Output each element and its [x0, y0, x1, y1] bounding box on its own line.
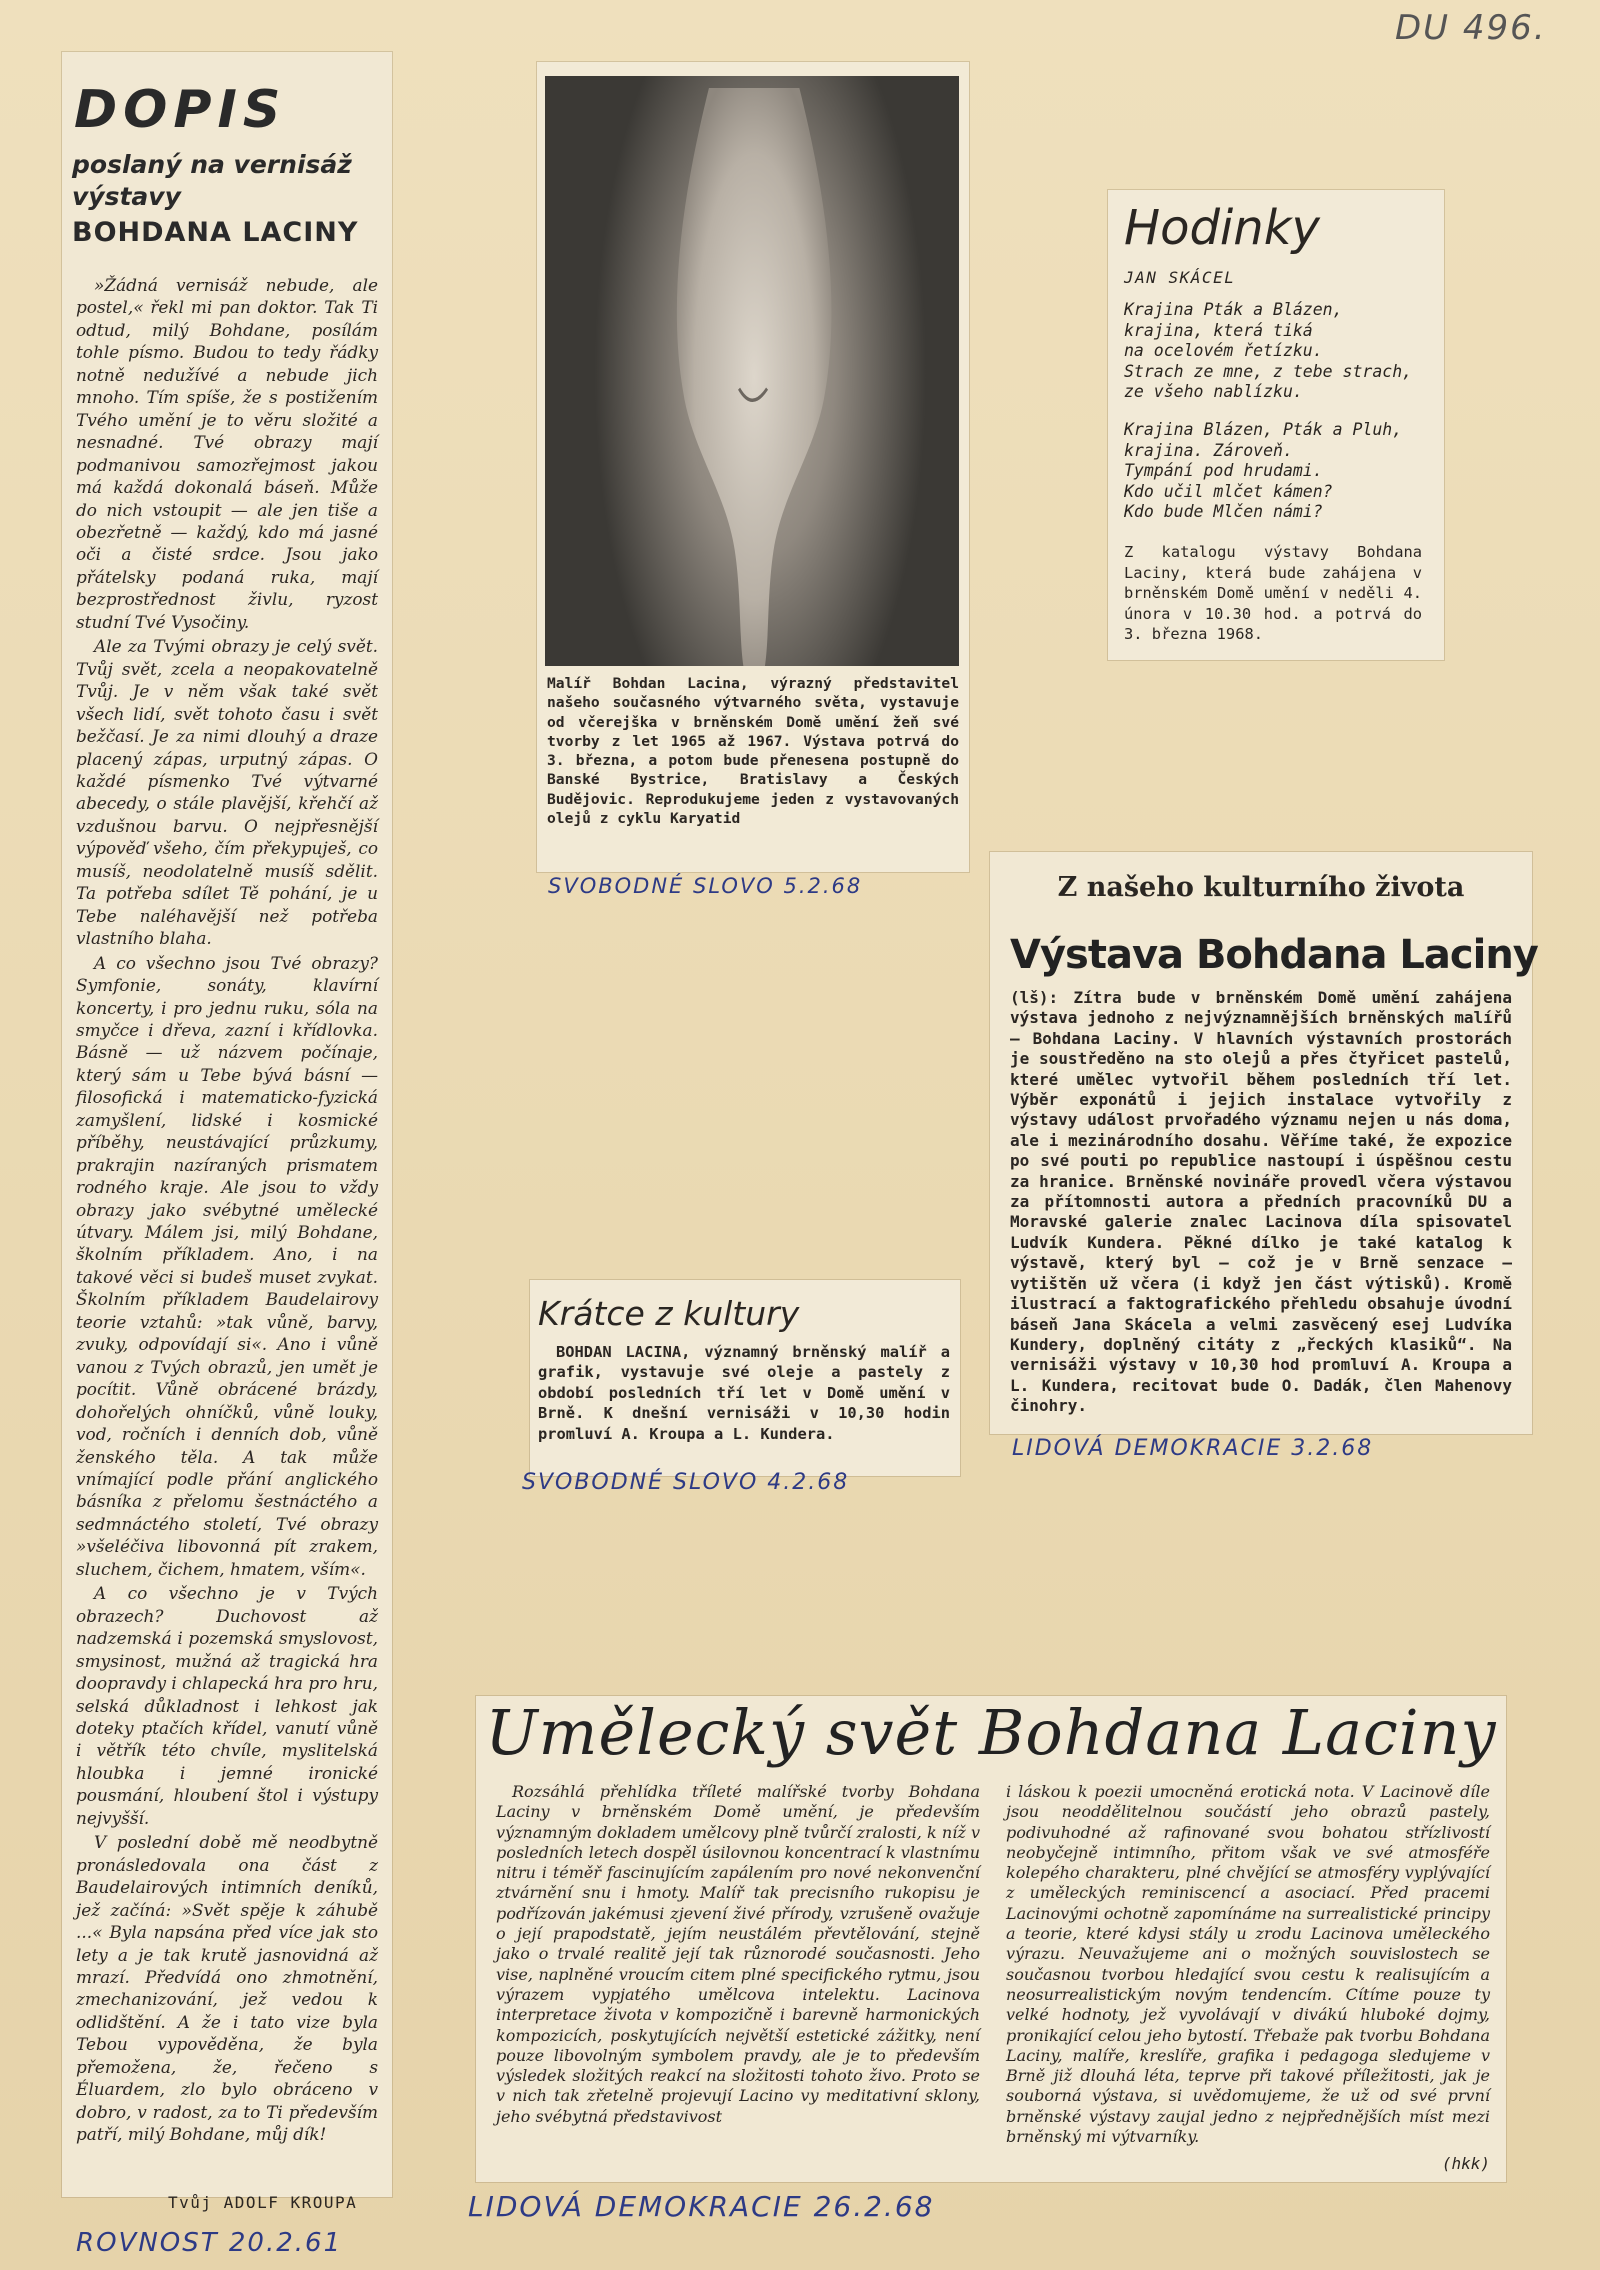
- hodinky-stanza-2: [1124, 420, 1402, 523]
- umelecky-clipping: [476, 1696, 1506, 2182]
- umelecky-author: (hkk): [1441, 2154, 1490, 2173]
- dopis-source-note: ROVNOST 20.2.61: [76, 2228, 343, 2258]
- kultura-text: (lš): Zítra bude v brněnském Domě umění zahájena výstava jednoho z nejvýznamnějších brněnských malířů — Bohdana Laciny. V hlavních výstavních prostorách je soustředěno na sto olejů a přes čtyřicet pastelů, které umělec vytvořil během posledních tří let. Výběr exponátů i jejich instalace vytvořily z výstavy událost prvořadého významu nejen u nás doma, ale i mezinárodního dosahu. Věříme také, že expozice po své pouti po republice nastoupí i úspěšnou cestu za hranice. Brněnské novináře provedl včera výstavou za přítomnosti autora a předních pracovníků DU a Moravské galerie znalec Lacinova díla spisovatel Ludvík Kundera. Pěkné dílko je také katalog k výstavě, který byl — což je v Brně senzace — vytištěn už včera (i když jen část výtisků). Kromě ilustrací a faktografického přehledu obsahuje úvodní báseň Jana Skácela a velmi zasvěcený esej Ludvíka Kundery, doplněný citáty z „řeckých klasiků“. Na vernisáži výstavy v 10,30 hod promluví A. Kroupa a L. Kundera, recitovat bude O. Dadák, člen Mahenovy činohry.: [1010, 988, 1512, 1416]
- dopis-paragraph-2: Ale za Tvými obrazy je celý svět. Tvůj svět, zcela a neopakovatelně Tvůj. Je v něm však také svět všech lidí, svět tohoto času i svět bežčasí. Je za nimi dlouhý a draze placený zápas, urputný zápas. O každé písmenko Tvé výtvarné abecedy, o stále plavější, křehčí až vzdušnou barvu. O nejpřesnější výpověď všeho, čím překypuješ, co musíš, neodolatelně musíš sdělit. Ta potřeba sdílet Tě pohání, je u Tebe naléhavější než potřeba vlastního blaha.: [76, 636, 378, 949]
- kultura-heading: Z našeho kulturního života: [1057, 872, 1465, 903]
- dopis-paragraph-3: A co všechno jsou Tvé obrazy? Symfonie, sonáty, klavírní koncerty, i pro jednu ruku, sóla na smyčce i dřeva, zazní i křídlovka. Básně — už názvem počínaje, který sám u Tebe bývá básní — filosofická i matematicko-fyzická zamyšlení, lidské i kosmické příběhy, neustávající průzkumy, prakrajin nazíraných prismatem rodného kraje. Ale jsou to vždy obrazy jako svébytné umělecké útvary. Málem jsi, milý Bohdane, školním příkladem. Ano, i na takové věci si budeš muset zvykat. Školním příkladem Baudelairovy teorie vztahů: »tak vůně, barvy, zvuky, odpovídají si«. Ano i vůně vanou z Tvých obrazů, jen umět je pocítit. Vůně obrácené brázdy, dohořelých ohníčků, vůně louky, vod, ročních i denních dob, vůně ženského těla. A tak může vnímající podle přání anglického básníka z přelomu šestnáctého a sedmnáctého století, Tvé obrazy »všeléčiva libovonná pít zrakem, sluchem, čichem, hmatem, vším«.: [76, 952, 378, 1579]
- dopis-clipping: [62, 52, 392, 2197]
- hodinky-line: Tympání pod hrudami.: [1124, 461, 1323, 480]
- hodinky-line: krajina. Zároveň.: [1124, 440, 1293, 460]
- hodinky-line: na ocelovém řetízku.: [1124, 341, 1323, 360]
- dopis-subtitle-2: výstavy: [72, 182, 181, 211]
- hodinky-author: JAN SKÁCEL: [1124, 268, 1236, 287]
- kratce-text: BOHDAN LACINA, významný brněnský malíř a grafik, vystavuje své oleje a pastely z období posledních tří let v Domě umění v Brně. K dnešní vernisáži v 10,30 hodin promluví A. Kroupa a L. Kundera.: [538, 1343, 950, 1443]
- dopis-headline: DOPIS: [74, 80, 287, 140]
- dopis-paragraph-5: V poslední době mě neodbytně pronásledovala ona část z Baudelairových intimních deníků, jež začíná: »Svět spěje k záhubě ...« Byla napsána před více jak sto lety a je tak krutě jasnovidná až mrazí. Předvídá ono zhmotnění, zmechanizování, jež vedou k odlidštění. A že i tato vize byla Tebou vypověděna, že byla přemožena, že, řečeno s Éluardem, zlo bylo obráceno v dobro, v radost, za to Ti především patří, milý Bohdane, můj dík!: [76, 1832, 378, 2145]
- hodinky-line: Kdo učil mlčet kámen?: [1124, 481, 1333, 501]
- hodinky-stanza-1: [1124, 300, 1412, 403]
- umelecky-source-note: LIDOVÁ DEMOKRACIE 26.2.68: [468, 2190, 935, 2223]
- hodinky-note: Z katalogu výstavy Bohdana Laciny, která bude zahájena v brněnském Domě umění v neděli 4. února v 10.30 hod. a potrvá do 3. března 1968.: [1124, 543, 1422, 644]
- umelecky-title: Umělecký svět Bohdana Laciny: [485, 1696, 1497, 1769]
- kultura-source-note: LIDOVÁ DEMOKRACIE 3.2.68: [1012, 1436, 1374, 1461]
- dopis-paragraph-4: A co všechno je v Tvých obrazech? Duchovost až nadzemská i pozemská smyslovost, smysinost, mužná až tragická hra doopravdy i chlapecká hra pro hru, selská důkladnost i lehkost jak doteky ptačích křídel, vanutí vůně i větřík této chvíle, myslitelská hloubka i jemné ironické pousmání, hloubení štol i výstupy nejvyšší.: [76, 1583, 378, 1828]
- kultura-title: Výstava Bohdana Laciny: [1010, 932, 1538, 978]
- kratce-clipping: [530, 1280, 960, 1476]
- dopis-subtitle-1: poslaný na vernisáž: [72, 150, 352, 179]
- dopis-body: [76, 274, 378, 2148]
- photo-caption: Malíř Bohdan Lacina, výrazný představitel našeho současného výtvarného světa, vystavuje od včerejška v brněnském Domě umění žeň své tvorby z let 1965 až 1967. Výstava potrvá do 3. března, a potom bude přenesena postupně do Banské Bystrice, Bratislavy a Českých Budějovic. Reprodukujeme jeden z vystavovaných olejů z cyklu Karyatid: [547, 675, 959, 828]
- hodinky-line: ze všeho nablízku.: [1124, 382, 1303, 401]
- kratce-source-note: SVOBODNÉ SLOVO 4.2.68: [522, 1470, 850, 1495]
- hodinky-line: Strach ze mne, z tebe strach,: [1124, 361, 1413, 381]
- kratce-title: Krátce z kultury: [538, 1294, 800, 1333]
- karyatid-photo: [545, 76, 959, 666]
- hodinky-title: Hodinky: [1124, 200, 1320, 256]
- umelecky-col-1: Rozsáhlá přehlídka tříleté malířské tvorby Bohdana Laciny v brněnském Domě umění, je především významným dokladem umělcovy plně tvůrčí zralosti, k níž v posledních letech dospěl úsilovnou koncentrací k vlastnímu nitru i téměř fascinujícím zapálením pro nové nekonvenční ztvárnění snu i hmoty. Malíř tak precisního rukopisu je podřízován jakémusi zjevení živé přírody, vzrušeně ovažuje o její prapodstatě, jejím neustálém převtělování, stejně jako o trvalé realitě její tak různorodé současnosti. Jeho vise, naplněné vroucím citem plné specifického rytmu, jsou výrazem vypjatého umělcova intelektu. Lacinova interpretace života v kompozičně i barevně harmonických kompozicích, poskytujících největší estetické zážitky, není pouze libovolným symbolem pravdy, ale je to především výsledek složitých reakcí na složitosti tohoto živo. Proto se v nich tak zřetelně projevují Lacino vy meditativní sklony, jeho svébytná představivost: [496, 1782, 980, 2126]
- hodinky-line: Kdo bude Mlčen námi?: [1124, 502, 1323, 521]
- photo-clipping: [537, 62, 969, 872]
- hodinky-line: Krajina Pták a Blázen,: [1124, 300, 1343, 319]
- karyatid-figure: [644, 88, 859, 666]
- dopis-signature-visible: Tvůj ADOLF KROUPA: [168, 2193, 358, 2212]
- umelecky-col-2: i láskou k poezii umocněná erotická nota. V Lacinově díle jsou neoddělitelnou součástí jeho obrazů pastely, podivuhodné až rafinované svou bohatou střízlivostí neobyčejně intimního, přitom však ve své atmosféře kolepého charakteru, plné chvějící se atmosféry vyplývající z uměleckých reminiscencí a asociací. Před pracemi Lacinovými ochotně zapomínáme na surrealistické principy a teorie, které kdysi stály u zrodu Lacinova uměleckého výrazu. Neuvažujeme ani o možných souvislostech se současnou tvorbou hledající svou cestu k realisujícím a neosurrealistickým novým tendencím. Cítíme pouze ty velké hodnoty, jež vyvolávají v divákú hluboké dojmy, pronikající celou jeho bytostí. Třebaže pak tvorbu Bohdana Laciny, malíře, kreslíře, grafika i pedagoga sledujeme v Brně již dlouhá léta, teprve při takové příležitosti, jak je souborná výstava, si uvědomujeme, že už od své první brněnské výstavy zaujal jedno z nejpřednějších míst mezi brněnský mi výtvarníky.: [1006, 1782, 1490, 2147]
- archive-mark: DU 496.: [1395, 8, 1547, 48]
- dopis-subtitle-3: BOHDANA LACINY: [72, 217, 359, 248]
- hodinky-clipping: [1108, 190, 1444, 660]
- dopis-paragraph-1: »Žádná vernisáž nebude, ale postel,« řekl mi pan doktor. Tak Ti odtud, milý Bohdane, posílám tohle písmo. Budou to tedy řádky notně nedužívé a nebude jich mnoho. Tím spíše, že s postižením Tvého umění je to věru složité a nesnadné. Tvé obrazy mají podmanivou samozřejmost jakou má každá dokonalá báseň. Může do nich vstoupit — ale jen tiše a obezřetně — každý, kdo má jasné oči a čisté srdce. Jsou jako přátelsky podaná ruka, mají bezprostřednost živlu, ryzost studní Tvé Vysočiny.: [76, 275, 378, 632]
- hodinky-line: krajina, která tiká: [1124, 320, 1313, 340]
- photo-source-note: SVOBODNÉ SLOVO 5.2.68: [548, 874, 863, 898]
- kultura-clipping: [990, 852, 1538, 1434]
- hodinky-line: Krajina Blázen, Pták a Pluh,: [1124, 420, 1403, 439]
